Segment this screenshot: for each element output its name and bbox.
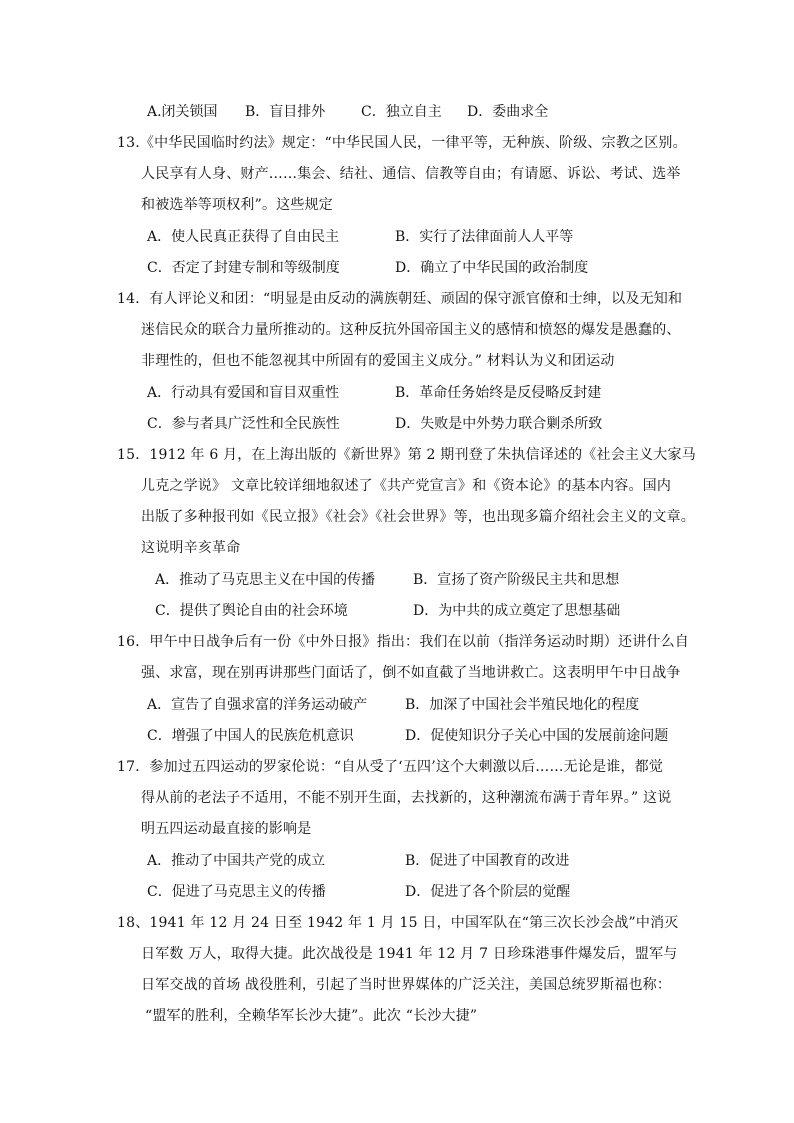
q16-option-c: C．增强了中国人的民族危机意识 <box>147 728 354 744</box>
q13-stem-line3: 和被选举等项权利”。这些规定 <box>141 197 333 213</box>
q15-stem-line2: 儿克之学说》 文章比较详细地叙述了《共产党宣言》和《资本论》的基本内容。国内 <box>141 478 672 494</box>
q14-option-d: D．失败是中外势力联合剿杀所致 <box>395 416 603 432</box>
q13-stem-line2: 人民享有人身、财产……集会、结社、通信、信教等自由；有请愿、诉讼、考试、选举 <box>141 166 681 182</box>
q12-option-b: B．盲目排外 <box>245 104 326 120</box>
q16-stem-line1: 16．甲午中日战争后有一份《中外日报》指出：我们在以前（指洋务运动时期）还讲什么自 <box>117 634 690 650</box>
q15-option-b: B．宣扬了资产阶级民主共和思想 <box>413 572 620 588</box>
q18-stem-line3: 日军交战的首场 战役胜利，引起了当时世界媒体的广泛关注，美国总统罗斯福也称： <box>141 977 672 993</box>
q14-stem-line2: 迷信民众的联合力量所推动的。这种反抗外国帝国主义的感情和愤怒的爆发是愚蠢的、 <box>141 322 681 338</box>
q17-option-a: A．推动了中国共产党的成立 <box>147 853 326 869</box>
q18-stem-line1: 18、1941 年 12 月 24 日至 1942 年 1 月 15 日，中国军队在“第三次长沙会战”中消灭 <box>117 915 679 931</box>
q15-stem-line4: 这说明辛亥革命 <box>141 540 241 556</box>
q14-option-c: C．参与者具广泛性和全民族性 <box>147 416 340 432</box>
q16-option-a: A．宣告了自强求富的洋务运动破产 <box>147 697 368 713</box>
q16-option-d: D．促使知识分子关心中国的发展前途问题 <box>405 728 669 744</box>
q14-stem-line3: 非理性的，但也不能忽视其中所固有的爱国主义成分。” 材料认为义和团运动 <box>141 353 615 369</box>
q13-option-b: B．实行了法律面前人人平等 <box>395 229 574 245</box>
q12-option-d: D．委曲求全 <box>467 104 549 120</box>
q12-option-c: C．独立自主 <box>361 104 442 120</box>
q17-option-b: B．促进了中国教育的改进 <box>405 853 570 869</box>
q15-option-d: D．为中共的成立奠定了思想基础 <box>413 603 621 619</box>
q16-option-b: B．加深了中国社会半殖民地化的程度 <box>405 697 640 713</box>
q16-stem-line2: 强、求富，现在别再讲那些门面话了，倒不如直截了当地讲救亡。这表明甲午中日战争 <box>141 665 681 681</box>
q17-option-d: D．促进了各个阶层的觉醒 <box>405 884 571 900</box>
q17-option-c: C．促进了马克思主义的传播 <box>147 884 326 900</box>
q12-option-a: A.闭关锁国 <box>147 104 218 120</box>
q15-stem-line3: 出版了多种报刊如《民立报》《社会》《社会世界》等，也出现多篇介绍社会主义的文章。 <box>141 509 695 525</box>
q15-option-c: C．提供了舆论自由的社会环境 <box>155 603 348 619</box>
q17-stem-line2: 得从前的老法子不适用，不能不别开生面，去找新的，这种潮流布满于青年界。” 这说 <box>141 790 672 806</box>
q14-stem-line1: 14．有人评论义和团：“明显是由反动的满族朝廷、顽固的保守派官僚和士绅，以及无知和 <box>117 291 683 307</box>
q13-option-a: A．使人民真正获得了自由民主 <box>147 229 340 245</box>
q17-stem-line3: 明五四运动最直接的影响是 <box>141 821 312 837</box>
q14-option-b: B．革命任务始终是反侵略反封建 <box>395 385 602 401</box>
q15-stem-line1: 15．1912 年 6 月，在上海出版的《新世界》第 2 期刊登了朱执信译述的《社会主义大家马 <box>117 447 696 463</box>
q13-stem-line1: 13.《中华民国临时约法》规定：“中华民国人民，一律平等，无种族、阶级、宗教之区别。 <box>117 135 687 151</box>
q17-stem-line1: 17．参加过五四运动的罗家伦说：“自从受了‘五四’这个大刺激以后……无论是谁，都觉 <box>117 759 664 775</box>
q14-option-a: A．行动具有爱国和盲目双重性 <box>147 385 340 401</box>
q13-option-d: D．确立了中华民国的政治制度 <box>395 260 589 276</box>
q15-option-a: A．推动了马克思主义在中国的传播 <box>155 572 376 588</box>
q13-option-c: C．否定了封建专制和等级制度 <box>147 260 340 276</box>
q18-stem-line2: 日军数 万人，取得大捷。此次战役是 1941 年 12 月 7 日珍珠港事件爆发后，盟军与 <box>141 946 678 962</box>
q18-stem-line4: “盟军的胜利，全赖华军长沙大捷”。此次 “长沙大捷” <box>145 1008 478 1024</box>
